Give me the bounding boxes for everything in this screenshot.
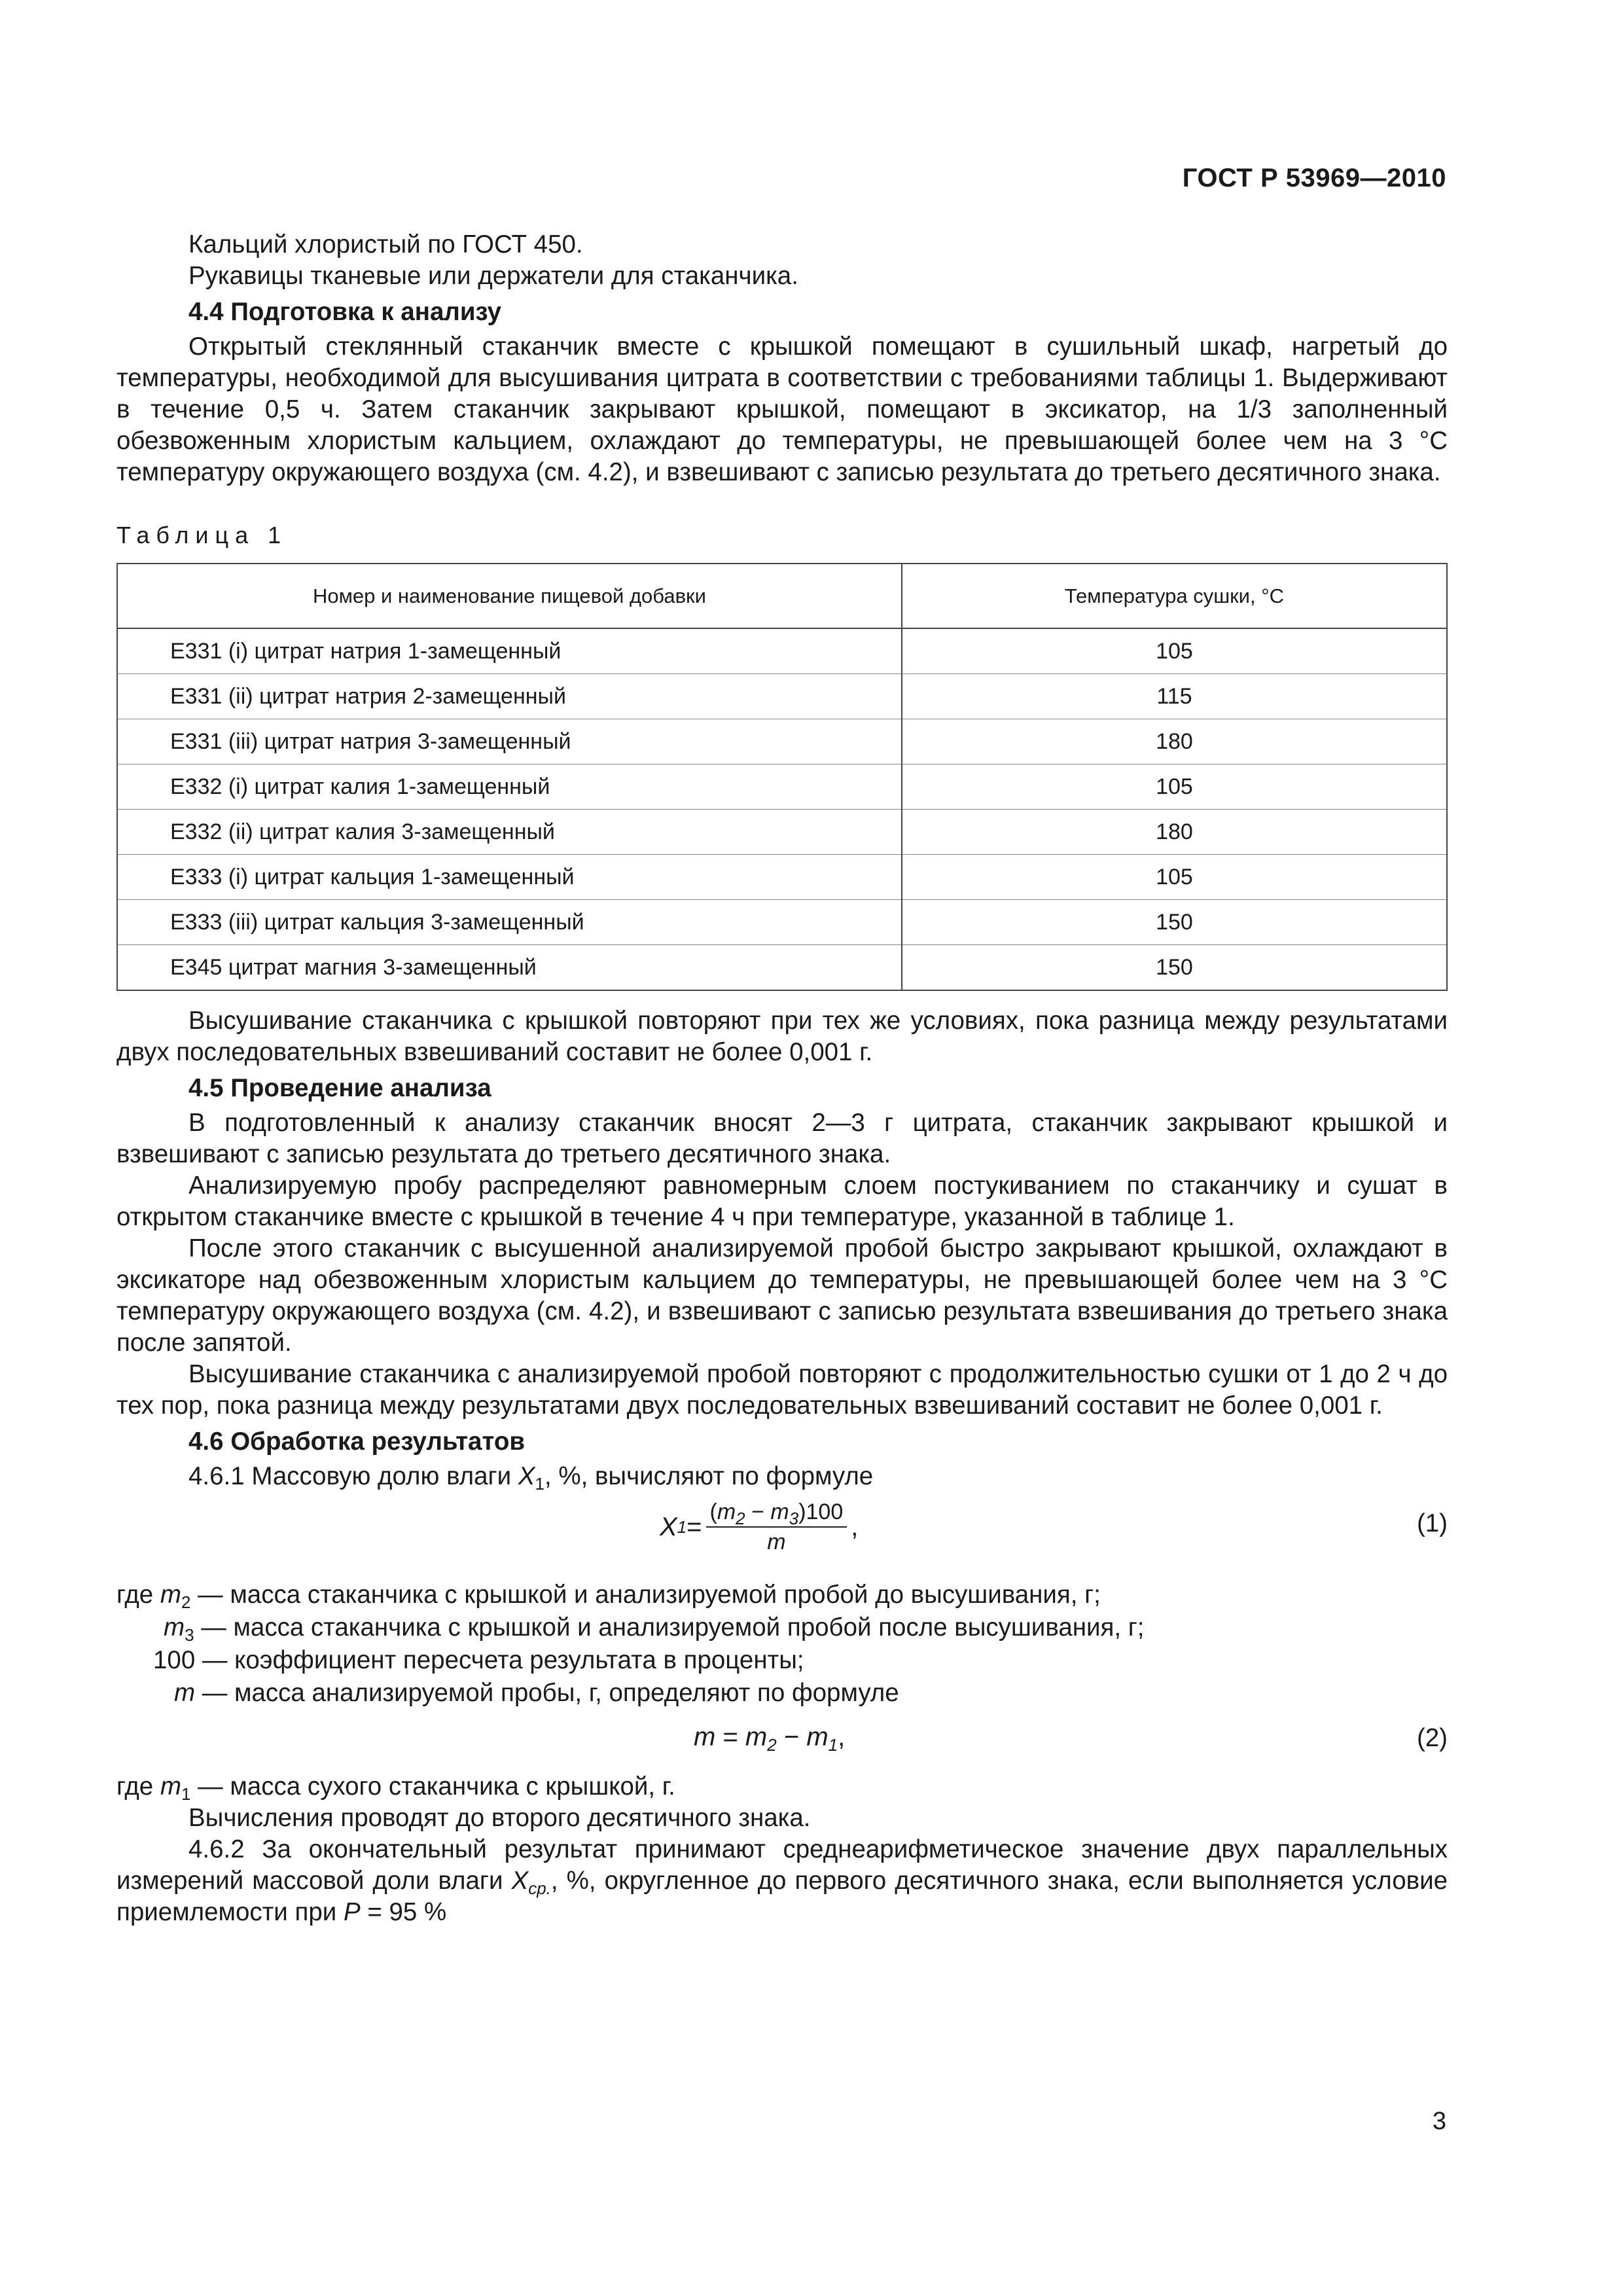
table-cell-additive: E332 (i) цитрат калия 1-замещенный [117,764,902,810]
after-table-paragraph: Высушивание стаканчика с крышкой повторяют при тех же условиях, пока разница между результатами двух последовательных взвешиваний составит не более 0,001 г. [116,1007,1448,1066]
table-cell-temperature: 105 [902,764,1447,810]
table-cell-additive: E332 (ii) цитрат калия 3-замещенный [117,810,902,855]
section-4-5-paragraph-4: Высушивание стаканчика с анализируемой пробой повторяют с продолжительностью сушки от 1 до 2 ч до тех пор, пока разница между результатами двух последовательных взвешиваний составит не более 0,001 г. [116,1360,1448,1420]
table-row [117,674,1447,719]
formula-2: $m = m_2 - m_1$, (2) [694,1723,1448,1755]
section-4-6-1-paragraph: 4.6.1 Массовую долю влаги $X_1$, %, вычисляют по формуле [188,1462,874,1494]
formula-1-definitions [116,1579,1448,1710]
table-1 [116,563,1448,991]
table-cell-additive: E333 (iii) цитрат кальция 3-замещенный [117,900,902,945]
definition-m1: где $m_1$ — масса сухого стаканчика с крышкой, г. [116,1772,675,1804]
table-row [117,855,1447,900]
intro-line-2: Рукавицы тканевые или держатели для стаканчика. [188,262,798,290]
section-4-5-paragraph-3: После этого стаканчик с высушенной анализируемой пробой быстро закрывают крышкой, охлаждают в эксикаторе над обезвоженным хлористым кальцием до температуры, не превышающей более чем на 3 °С температуру окружающего воздуха (см. 4.2), и взвешивают с записью результата взвешивания до третьего знака после запятой. [116,1234,1448,1357]
table-cell-temperature: 180 [902,810,1447,855]
table-cell-temperature: 180 [902,719,1447,764]
table-row [117,900,1447,945]
table-row [117,945,1447,991]
table-cell-temperature: 105 [902,855,1447,900]
table-cell-temperature: 105 [902,628,1447,674]
definition-100: 100 — коэффициент пересчета результата в проценты; [153,1646,804,1674]
table-cell-temperature: 150 [902,900,1447,945]
table-cell-additive: E331 (iii) цитрат натрия 3-замещенный [117,719,902,764]
section-4-5-paragraph-1: В подготовленный к анализу стаканчик вносят 2—3 г цитрата, стаканчик закрывают крышкой и взвешивают с записью результата до третьего десятичного знака. [116,1109,1448,1168]
table-cell-additive: E345 цитрат магния 3-замещенный [117,945,902,991]
formula-1-fraction: $\frac{(m_2 - m_3)100}{m}$ [706,1498,847,1556]
section-4-6-2-paragraph: 4.6.2 За окончательный результат принимают среднеарифметическое значение двух параллельных измерений массовой доли влаги $X_{ср.}$, %, округленное до первого десятичного знака, если выполняется условие приемлемости при P = 95 % [116,1835,1448,1926]
intro-line-1: Кальций хлористый по ГОСТ 450. [188,230,583,259]
definition-m: m — масса анализируемой пробы, г, определяют по формуле [174,1679,899,1707]
table-cell-additive: E333 (i) цитрат кальция 1-замещенный [117,855,902,900]
table-cell-additive: E331 (ii) цитрат натрия 2-замещенный [117,674,902,719]
table-row [117,810,1447,855]
definition-m3: $m_3$ — масса стаканчика с крышкой и анализируемой пробой после высушивания, г; [164,1613,1145,1645]
table-cell-temperature: 115 [902,674,1447,719]
section-4-4-title: 4.4 Подготовка к анализу [188,298,502,326]
formula-2-number: (2) [1416,1724,1448,1752]
formula-1: X 1 = $\frac{(m_2 - m_3)100}{m}$ , (1) [116,1495,1448,1567]
table-row [117,628,1447,674]
section-4-5-title: 4.5 Проведение анализа [188,1074,491,1102]
section-4-4-paragraph: Открытый стеклянный стаканчик вместе с крышкой помещают в сушильный шкаф, нагретый до температуры, необходимой для высушивания цитрата в соответствии с требованиями таблицы 1. Выдерживают в течение 0,5 ч. Затем стаканчик закрывают крышкой, помещают в эксикатор, на 1/3 заполненный обезвоженным хлористым кальцием, охлаждают до температуры, не превышающей более чем на 3 °С температуру окружающего воздуха (см. 4.2), и взвешивают с записью результата до третьего десятичного знака. [116,332,1448,486]
table-1-caption: Таблица 1 [116,522,288,548]
table-row [117,764,1447,810]
table-header-additive: Номер и наименование пищевой добавки [117,564,902,628]
table-header-temperature: Температура сушки, °С [902,564,1447,628]
document-body [116,229,1448,1928]
formula-1-number: (1) [1416,1509,1448,1537]
definition-m2: где $m_2$ — масса стаканчика с крышкой и анализируемой пробой до высушивания, г; [116,1581,1101,1612]
document-code: ГОСТ Р 53969—2010 [1182,164,1446,192]
table-row [117,719,1447,764]
page-number: 3 [1432,2108,1446,2135]
table-cell-temperature: 150 [902,945,1447,991]
table-header-row [117,564,1447,628]
calculation-note: Вычисления проводят до второго десятичного знака. [188,1804,811,1832]
section-4-6-title: 4.6 Обработка результатов [188,1427,525,1456]
section-4-5-paragraph-2: Анализируемую пробу распределяют равномерным слоем постукиванием по стаканчику и сушат в открытом стаканчике вместе с крышкой в течение 4 ч при температуре, указанной в таблице 1. [116,1172,1448,1231]
table-cell-additive: E331 (i) цитрат натрия 1-замещенный [117,628,902,674]
